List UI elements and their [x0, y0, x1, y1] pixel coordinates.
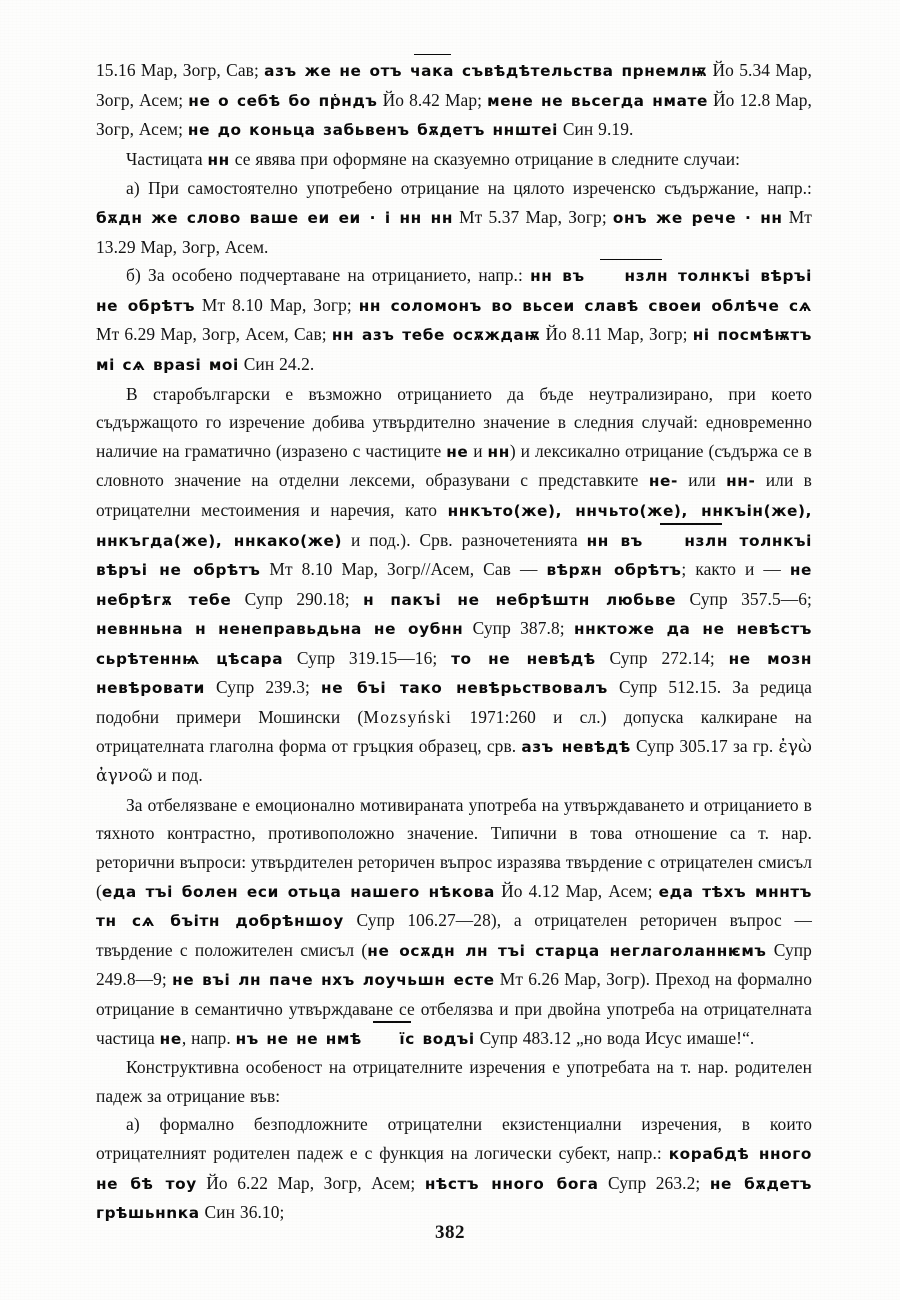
- ocs-citation: еда тѣхъ мннтъ тн сѧ бъітн добрѣншоу: [96, 882, 812, 931]
- ocs-titlo-abbreviation: нзлн: [595, 262, 669, 291]
- text-run: ; както и —: [681, 559, 790, 580]
- ocs-citation: ннкъто(же), ннчьто(же), ннкъін(же), ннкъгда(же), ннкако(же): [96, 501, 812, 550]
- ocs-citation: нн въ: [530, 267, 595, 286]
- text-run: Супр 106.27—28), а отрицателен реторичен въпрос — твърдение с положителен смисъл (: [96, 910, 812, 960]
- ocs-citation: не небрѣгѫ тебе: [96, 561, 812, 609]
- text-run: Йо 8.11 Мар, Зогр;: [540, 324, 693, 345]
- text-run: и под.: [152, 765, 203, 786]
- text-run: Син 9.19.: [557, 119, 634, 140]
- ocs-citation: нѣстъ нного бога: [424, 1174, 599, 1193]
- greek-citation: ἐγὼ ἀγνοῶ: [96, 736, 812, 787]
- ocs-citation: не мозн невѣровати: [96, 649, 812, 698]
- text-run: Син 24.2.: [238, 353, 315, 374]
- text-run: се явява при оформяне на сказуемно отрицание в следните случаи:: [229, 148, 741, 169]
- ocs-citation: не до коньца забьвенъ бѫдетъ ннштеі: [187, 121, 558, 140]
- text-run: и: [468, 440, 488, 461]
- text-run: Йо 4.12 Мар, Асем;: [494, 880, 659, 901]
- ocs-citation: толнкъі вѣръі не обрѣтъ: [96, 531, 812, 580]
- paragraph: [96, 174, 812, 261]
- ocs-citation: не-: [648, 472, 678, 491]
- text-run: Конструктивна особеност на отрицателните изречения е употребата на т. нар. родителен падеж за отрицание във:: [96, 1057, 812, 1106]
- ocs-citation: нъ не не нмѣ: [235, 1029, 370, 1048]
- page-number: 382: [435, 1222, 465, 1243]
- text-run: б) За особено подчертаване на отрицанието, напр.:: [126, 265, 531, 286]
- text-run: Йо 8.42 Мар;: [377, 89, 488, 110]
- text-run: Супр 483.12 „но вода Исус имаше!“.: [474, 1027, 755, 1048]
- ocs-citation: не бъі тако невѣрьствовалъ: [321, 679, 608, 698]
- text-run: Супр 290.18;: [231, 588, 364, 609]
- ocs-citation: нн въ: [586, 531, 655, 550]
- text-run: Мт 13.29 Мар, Зогр, Асем.: [96, 206, 812, 257]
- text-run: Супр 263.2;: [598, 1172, 710, 1193]
- text-run: Мт 8.10 Мар, Зогр//Асем, Сав —: [260, 559, 547, 580]
- text-run: Син 36.10;: [199, 1202, 285, 1223]
- ocs-citation: мене не вьсегда нмате: [487, 91, 708, 110]
- text-run: 1971:260 и сл.) допуска калкиране на отрицателната глаголна форма от гръцкия образец, срв.: [96, 707, 812, 756]
- ocs-citation: н пакъі не небрѣштн любьве: [363, 590, 677, 609]
- text-run: Мт 6.29 Мар, Зогр, Асем, Сав;: [96, 324, 332, 345]
- text-run: , напр.: [181, 1027, 236, 1048]
- text-run: а) формално безподложните отрицателни екзистенциални изречения, в които отрицателният родителен падеж е с функция на логически субект, напр.:: [96, 1114, 812, 1163]
- text-run: Супр 319.15—16;: [283, 647, 452, 668]
- ocs-citation: не: [159, 1029, 182, 1048]
- text-run: 15.16 Мар, Зогр, Сав;: [96, 60, 265, 80]
- ocs-citation: азъ же не отъ: [264, 62, 411, 80]
- paragraph: [96, 261, 812, 379]
- ocs-citation: бѫдн же слово ваше еи еи · і нн нн: [96, 208, 453, 227]
- text-run: Супр 249.8—9;: [96, 939, 812, 990]
- page-text-body: [96, 56, 812, 1228]
- text-run: Супр 512.15. За редица подобни примери Мошински (: [96, 677, 812, 728]
- text-run: Мт 6.26 Мар, Зогр). Преход на формално отрицание в семантично утвърждаване се отбелязва и при двойна употреба на отрицателната частица: [96, 969, 812, 1048]
- ocs-citation: вѣрѫн обрѣтъ: [546, 561, 682, 580]
- latin-name: Mozsyński: [363, 707, 453, 728]
- ocs-citation: корабдѣ нного не бѣ тоу: [96, 1144, 812, 1193]
- ocs-citation: ннктоже да не невѣстъ сьрѣтеннѩ цѣсара: [96, 620, 813, 668]
- ocs-titlo-abbreviation: їс: [369, 1025, 415, 1054]
- ocs-titlo-abbreviation: нзлн: [654, 527, 728, 556]
- text-run: Супр 272.14;: [595, 647, 729, 668]
- ocs-citation: нн-: [726, 472, 756, 491]
- paragraph: [96, 145, 812, 175]
- ocs-citation: нн: [487, 442, 510, 461]
- ocs-citation: съвѣдѣтельства прнемлѭ: [454, 62, 708, 80]
- text-run: Мт 5.37 Мар, Зогр;: [453, 206, 613, 227]
- ocs-citation: онъ же рече · нн: [612, 208, 783, 227]
- ocs-citation: не въі лн паче нхъ лоучьшн есте: [172, 971, 495, 990]
- ocs-citation: водъі: [414, 1029, 475, 1048]
- paragraph: [96, 1110, 812, 1227]
- text-run: За отбелязване е емоционално мотивираната употреба на утвърждаването и отрицанието в тяхното контрастно, противоположно значение. Типични в това отношение са т. нар. реторични въпроси: утвърдителен реторичен въпрос изразява твърдение с отрицателен смисъл (: [96, 794, 812, 901]
- ocs-citation: не: [446, 442, 469, 461]
- ocs-citation: нн соломонъ во вьсеи славѣ своеи облѣче сѧ: [358, 296, 813, 315]
- ocs-citation: невнньна н ненеправьдьна не оубнн: [96, 620, 464, 639]
- ocs-citation: то не невѣдѣ: [451, 649, 596, 668]
- text-run: Супр 387.8;: [463, 618, 574, 639]
- text-run: В старобългарски е възможно отрицанието да бъде неутрализирано, при което съдържащото го изречение добива утвърдително значение в следния случай: едновременно наличие на граматично (изразено с частиците: [96, 383, 812, 461]
- ocs-citation: не о себѣ бо пр҅ндъ: [188, 91, 378, 110]
- ocs-citation: не осѫдн лн тъі старца неглаголаннѥмъ: [367, 941, 767, 960]
- text-run: Йо 12.8 Мар, Зогр, Асем;: [96, 89, 812, 140]
- ocs-citation: нн: [207, 150, 230, 169]
- text-run: или: [677, 470, 727, 491]
- ocs-titlo-abbreviation: чака: [410, 57, 454, 86]
- text-run: а) При самостоятелно употребено отрицание на цялото изреченско съдържание, напр.:: [126, 178, 812, 199]
- ocs-citation: нн азъ тебе осѫждаѭ: [331, 326, 541, 345]
- paragraph: [96, 791, 812, 1053]
- text-run: Мт 8.10 Мар, Зогр;: [195, 294, 359, 315]
- ocs-citation: толнкъі вѣръі не обрѣтъ: [96, 267, 812, 315]
- text-run: Супр 357.5—6;: [676, 588, 812, 609]
- paragraph: [96, 380, 812, 791]
- ocs-citation: не бѫдетъ грѣшьнnка: [96, 1174, 813, 1223]
- text-run: Йо 5.34 Мар, Зогр, Асем;: [96, 60, 812, 110]
- text-run: ) и лексикално отрицание (съдържа се в словното значение на отделни лексеми, образувани с представките: [96, 440, 812, 491]
- text-run: Супр 239.3;: [204, 677, 322, 698]
- ocs-citation: ні посмѣѭтъ мі сѧ враsі моі: [96, 326, 812, 374]
- text-run: Частицата: [126, 148, 208, 169]
- text-run: Йо 6.22 Мар, Зогр, Асем;: [196, 1172, 425, 1193]
- ocs-citation: азъ невѣдѣ: [521, 737, 631, 756]
- text-run: и под.). Срв. разночетенията: [342, 529, 587, 550]
- paragraph: [96, 56, 812, 145]
- text-run: Супр 305.17 за гр.: [630, 735, 779, 756]
- paragraph: [96, 1053, 812, 1110]
- ocs-citation: еда тъі болен еси отьца нашего нѣкова: [101, 882, 495, 901]
- text-run: или в отрицателни местоимения и наречия, като: [96, 470, 812, 520]
